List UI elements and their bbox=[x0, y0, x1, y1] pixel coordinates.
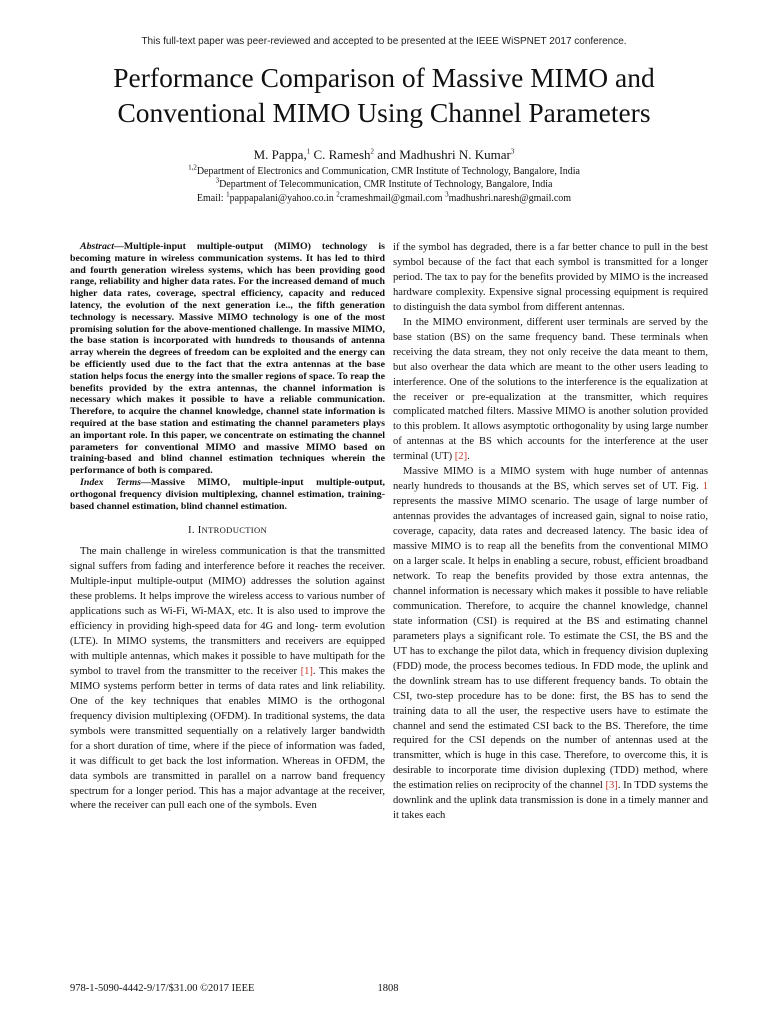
paragraph-text: . This makes the MIMO systems perform better in terms of data rates and link reliability. One of the key techniques that enables MIMO is the orthogonal frequency division multiplexing (OFDM). In traditional systems, the data symbols were transmitted sequentially on a relatively larger bandwidth for a short duration of time, where if the piece of information was faded, it was difficult to get back the lost information. Whereas in OFDM, the data symbols are transmitted in parallel on a narrow band frequency spectrum for a longer period. This has a major advantage at the receiver, where the receiver can pull each one of the symbols. Even bbox=[70, 665, 385, 812]
email-address[interactable]: pappapalani@yahoo.co.in bbox=[229, 193, 334, 204]
author-conjunction: and bbox=[377, 147, 397, 162]
author-list bbox=[0, 147, 768, 163]
paragraph-text: represents the massive MIMO scenario. The usage of large number of antennas provides the advantages of increased gain, signal to noise ratio, coverage, capacity, data rates and decreased latency. The basic idea of massive MIMO is to reap all the benefits from the conventional MIMO on a larger scale. It helps in enabling a secure, robust, efficient broadband network. To reap the benefits provided by those extra antennas, the channel information is necessary which makes it possible to have reliable communication. Therefore, to acquire the channel knowledge, channel state information (CSI) is required at the BS and estimating channel parameters plays a significant role. To estimate the CSI, the BS and the UT has to exchange the pilot data, which in frequency division duplexing (FDD) mode, the process becomes tedious. In FDD mode, the uplink and the downlink stream has to use different frequency bands. To obtain the CSI, two-step procedure has to be done: first, the BS has to send the training data to all the user, the respective users have to estimate the channel and send the estimated CSI back to the BS. Therefore, the time required for the CSI depends on the number of antennas used at the transmitter, which is huge in this case. Therefore, to overcome this, it is desirable to incorporate time division duplexing (TDD) method, where the estimation relies on reciprocity of the channel bbox=[393, 496, 708, 792]
affiliation bbox=[0, 178, 768, 191]
author-name: Madhushri N. Kumar bbox=[399, 147, 511, 162]
index-terms-dash: — bbox=[141, 476, 151, 488]
paper-title: Performance Comparison of Massive MIMO and Conventional MIMO Using Channel Parameters bbox=[113, 62, 655, 128]
abstract bbox=[70, 241, 385, 477]
body-paragraph bbox=[393, 316, 708, 466]
citation-link[interactable]: [3] bbox=[605, 780, 618, 792]
index-terms bbox=[70, 477, 385, 512]
abstract-dash: — bbox=[114, 241, 124, 252]
left-column bbox=[70, 241, 385, 814]
author-name: C. Ramesh bbox=[313, 147, 371, 162]
email-sup: 1 bbox=[226, 190, 230, 199]
email-line bbox=[0, 192, 768, 205]
abstract-lead: Abstract bbox=[80, 241, 115, 252]
email-sup: 3 bbox=[445, 190, 449, 199]
body-paragraph bbox=[70, 545, 385, 814]
section-heading bbox=[70, 523, 385, 539]
affiliation-sup: 3 bbox=[215, 176, 220, 185]
author-sup: 1 bbox=[306, 147, 311, 156]
figure-link[interactable]: 1 bbox=[702, 481, 708, 493]
index-terms-text: Massive MIMO, multiple-input multiple-output, orthogonal frequency division multiplexing, channel estimation, training-based channel estimation, blind channel estimation. bbox=[70, 476, 385, 512]
body-paragraph bbox=[393, 465, 708, 824]
paragraph-text: The main challenge in wireless communication is that the transmitted signal suffers from fading and interference before it reaches the receiver. Multiple-input multiple-output (MIMO) addresses the solution against these problems. It helps improve the wireless access to various number of applications such as Wi-Fi, Wi-MAX, etc. It is also used to improve the efficiency in providing high-speed data for 4G and long- term evolution (LTE). In MIMO systems, the transmitters and receivers are equipped with multiple antennas, which makes it possible to have multipath for the symbol to travel from the transmitter to the receiver bbox=[70, 546, 385, 677]
right-column bbox=[393, 241, 708, 824]
author-name: M. Pappa, bbox=[253, 147, 307, 162]
paragraph-text: . bbox=[467, 451, 470, 463]
page-number: 1808 bbox=[377, 983, 399, 994]
author-sup: 2 bbox=[370, 147, 375, 156]
body-paragraph: if the symbol has degraded, there is a far better chance to pull in the best symbol because of the fact that each symbol is transmitted for a longer period. The tax to pay for the benefits provided by MIMO is the increased hardware complexity. Expensive signal processing equipment is required to distinguish the data symbol from different antennas. bbox=[393, 242, 708, 313]
section-number: I. bbox=[188, 525, 195, 537]
affiliation-text: Department of Electronics and Communication, CMR Institute of Technology, Bangalore, India bbox=[196, 166, 580, 177]
section-title-rest: NTRODUCTION bbox=[201, 525, 267, 536]
conference-notice: This full-text paper was peer-reviewed and accepted to be presented at the IEEE WiSPNET 2017 conference. bbox=[141, 36, 627, 47]
email-label: Email: bbox=[196, 193, 224, 204]
index-terms-lead: Index Terms bbox=[80, 476, 142, 488]
copyright-notice: 978-1-5090-4442-9/17/$31.00 ©2017 IEEE bbox=[70, 983, 255, 994]
affiliation-sup: 1,2 bbox=[188, 163, 197, 172]
citation-link[interactable]: [2] bbox=[454, 451, 468, 463]
email-sup: 2 bbox=[336, 190, 340, 199]
citation-link[interactable]: [1] bbox=[300, 665, 313, 677]
paragraph-text: Massive MIMO is a MIMO system with huge number of antennas nearly hundreds to thousands at the BS, which serves set of UT. Fig. bbox=[393, 466, 708, 493]
section-title-initial: I bbox=[197, 525, 202, 537]
paragraph-text: . In TDD systems the downlink and the uplink data transmission is done in a timely manner and it takes each bbox=[393, 780, 709, 822]
email-address[interactable]: crameshmail@gmail.com bbox=[339, 193, 443, 204]
author-sup: 3 bbox=[510, 147, 515, 156]
paragraph-text: In the MIMO environment, different user terminals are served by the base station (BS) on the same frequency band. These terminals when receiving the data stream, they not only receive the data meant to them, but also overhear the data which are meant to the other users leading to interference. One of the solutions to the interference is the equalization at the receiver or pre-equalization at the transmitter, which requires complicated matched filters. Massive MIMO is another solution provided to this problem. It allows asymptotic orthogonality by using large number of antennas at the BS which accounts for the interference at the user terminal (UT) bbox=[393, 316, 708, 463]
affiliation-text: Department of Telecommunication, CMR Institute of Technology, Bangalore, India bbox=[219, 179, 553, 190]
affiliation bbox=[0, 165, 768, 178]
email-address[interactable]: madhushri.naresh@gmail.com bbox=[448, 193, 572, 204]
abstract-text: Multiple-input multiple-output (MIMO) technology is becoming mature in wireless communication systems. It has led to third and fourth generation wireless systems, which has been providing good range, reliability and higher data rates. For the increased demand of much higher data rates, coverage, spectral efficiency, capacity and reduced latency, the evolution of the next generation i.e.., the fifth generation technology is necessary. Massive MIMO technology is one of the most promising solution for the above-mentioned challenge. In massive MIMO, the base station is incorporated with hundreds to thousands of antenna array wherein the degrees of freedom can be exploited and the energy can be efficiently used due to the fact that the extra antennas at the base station helps focus the energy into the smaller regions of space. To reap the benefits provided by the extra antennas, the channel information is necessary which makes it possible to have a reliable communication. Therefore, to acquire the channel knowledge, channel state information is required at the base station and estimating the channel parameters plays an important role. In this paper, we concentrate on estimating the channel parameters for conventional MIMO and massive MIMO based on training-based and blind channel estimation techniques wherein the performance of both is compared. bbox=[70, 241, 385, 477]
